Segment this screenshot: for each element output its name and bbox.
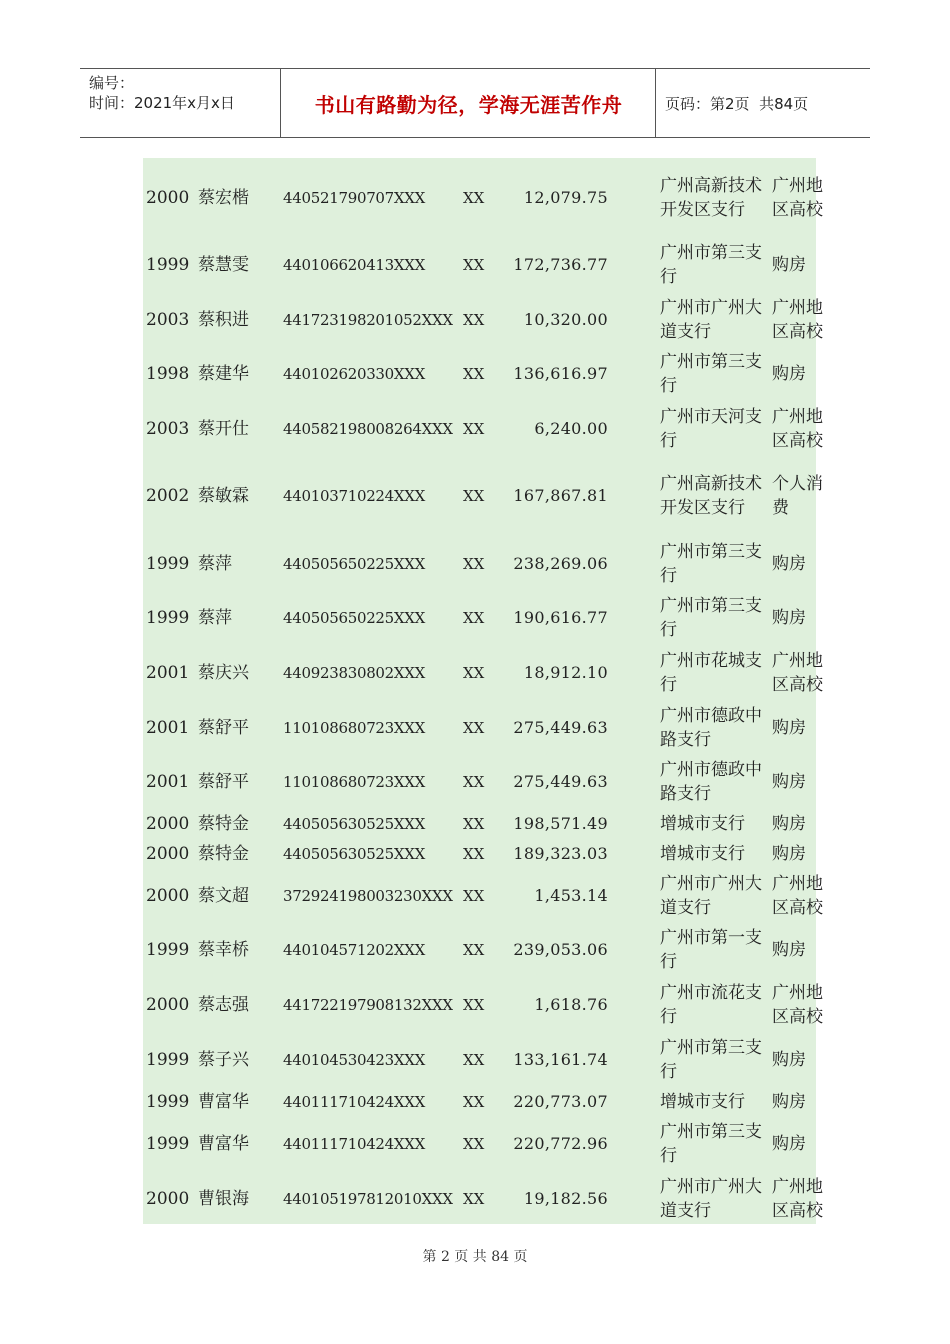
table-row [143,645,835,700]
cell-year: 1999 [146,255,190,275]
cell-id-number: 440104571202XXX [283,941,426,959]
cell-amount: 1,618.76 [534,994,608,1014]
cell-amount: 133,161.74 [513,1049,608,1069]
table-row [143,839,835,868]
cell-amount: 220,772.96 [513,1134,608,1153]
cell-branch: 增城市支行 [660,814,745,834]
table-row [143,292,835,347]
cell-purpose: 购房 [772,843,806,864]
cell-year: 1999 [146,1049,190,1070]
cell-name: 蔡舒平 [198,772,249,792]
cell-amount: 1,453.14 [534,885,608,905]
cell-year: 2000 [146,1189,190,1209]
table-row [143,591,835,645]
cell-xx: XX [463,189,485,207]
cell-branch: 广州市第三支行 [660,596,762,640]
cell-name: 蔡文超 [198,885,249,906]
cell-id-number: 441722197908132XXX [283,995,453,1014]
cell-xx: XX [463,844,485,863]
cell-year: 1999 [146,940,190,960]
cell-branch: 增城市支行 [660,843,745,864]
cell-year: 2000 [146,885,190,906]
cell-amount: 136,616.97 [513,364,608,383]
cell-name: 蔡开仕 [198,418,249,439]
cell-branch: 广州市第三支行 [660,352,762,396]
cell-amount: 198,571.49 [513,814,608,833]
cell-branch: 广州高新技术开发区支行 [660,176,762,220]
cell-purpose: 购房 [772,940,806,960]
cell-xx: XX [463,310,485,329]
cell-name: 蔡敏霖 [198,486,249,506]
cell-xx: XX [463,1135,485,1153]
cell-branch: 广州市第三支行 [660,541,762,586]
cell-branch: 广州市天河支行 [660,406,762,451]
cell-name: 蔡萍 [198,553,232,574]
cell-xx: XX [463,1050,485,1069]
cell-branch: 广州高新技术开发区支行 [660,474,762,518]
cell-year: 1998 [146,364,190,384]
table-row [143,700,835,755]
page-header [80,68,870,138]
cell-year: 1999 [146,1134,190,1154]
cell-purpose: 购房 [772,1049,806,1070]
cell-xx: XX [463,1093,485,1111]
cell-branch: 广州市广州大道支行 [660,873,762,918]
cell-purpose: 购房 [772,1134,806,1154]
cell-branch: 广州市广州大道支行 [660,297,762,342]
cell-purpose: 广州地区高校 [772,982,823,1027]
cell-id-number: 440505650225XXX [283,554,426,573]
cell-id-number: 440582198008264XXX [283,419,453,438]
cell-xx: XX [463,663,485,682]
cell-amount: 189,323.03 [513,843,608,863]
cell-id-number: 440923830802XXX [283,663,426,682]
loan-records-table [143,158,835,1227]
cell-id-number: 440111710424XXX [283,1135,426,1153]
cell-id-number: 441723198201052XXX [283,310,453,329]
cell-name: 蔡特金 [198,843,249,864]
table-row [143,158,835,238]
table-row [143,868,835,923]
cell-id-number: 440106620413XXX [283,256,426,274]
cell-xx: XX [463,554,485,573]
cell-id-number: 110108680723XXX [283,718,426,737]
cell-purpose: 广州地区高校 [772,650,823,695]
cell-id-number: 440505630525XXX [283,815,426,833]
cell-purpose: 购房 [772,255,806,275]
cell-year: 2000 [146,188,190,208]
cell-xx: XX [463,815,485,833]
cell-year: 2001 [146,772,190,792]
cell-purpose: 购房 [772,1092,806,1112]
cell-name: 蔡特金 [198,814,249,834]
cell-xx: XX [463,1190,485,1208]
cell-purpose: 广州地区高校 [772,1177,823,1221]
cell-name: 蔡庆兴 [198,662,249,683]
cell-id-number: 440505650225XXX [283,609,426,627]
header-page-info [656,69,870,137]
cell-xx: XX [463,773,485,791]
cell-purpose: 广州地区高校 [772,873,823,918]
table-row [143,1087,835,1117]
cell-purpose: 购房 [772,772,806,792]
cell-name: 蔡慧雯 [198,255,249,275]
table-row [143,1117,835,1171]
cell-branch: 广州市德政中路支行 [660,705,762,750]
cell-year: 2002 [146,486,190,506]
cell-branch: 广州市第三支行 [660,1122,762,1166]
cell-branch: 广州市第一支行 [660,928,762,972]
table-row [143,1032,835,1087]
cell-amount: 172,736.77 [513,255,608,274]
cell-purpose: 个人消费 [772,474,823,518]
cell-purpose: 购房 [772,814,806,834]
cell-xx: XX [463,419,485,438]
cell-amount: 275,449.63 [513,717,608,737]
cell-amount: 18,912.10 [523,662,608,682]
cell-branch: 广州市第三支行 [660,243,762,287]
cell-xx: XX [463,365,485,383]
cell-name: 蔡建华 [198,364,249,384]
table-row [143,1171,835,1227]
cell-year: 2001 [146,662,190,683]
cell-year: 2003 [146,418,190,439]
page-footer: 第 2 页 共 84 页 [422,1249,528,1265]
table-row [143,347,835,401]
cell-amount: 12,079.75 [523,188,608,207]
cell-amount: 238,269.06 [513,553,608,573]
cell-id-number: 440505630525XXX [283,844,426,863]
table-row [143,809,835,839]
cell-year: 2003 [146,309,190,330]
cell-amount: 6,240.00 [534,418,608,438]
cell-xx: XX [463,718,485,737]
cell-amount: 190,616.77 [513,608,608,627]
cell-name: 曹银海 [198,1189,249,1209]
cell-purpose: 购房 [772,553,806,574]
cell-xx: XX [463,609,485,627]
cell-id-number: 440102620330XXX [283,365,426,383]
cell-year: 1999 [146,608,190,628]
page-info-text: 页码：第2页 共84页 [665,94,809,113]
cell-id-number: 440103710224XXX [283,487,426,505]
cell-year: 1999 [146,553,190,574]
table-body [143,158,835,1227]
cell-purpose: 购房 [772,364,806,384]
cell-branch: 广州市德政中路支行 [660,760,762,804]
cell-id-number: 110108680723XXX [283,773,426,791]
cell-purpose: 购房 [772,717,806,738]
cell-purpose: 购房 [772,608,806,628]
document-time-label: 时间：2021年x月x日 [89,94,235,112]
header-motto: 书山有路勤为径，学海无涯苦作舟 [282,69,656,137]
cell-name: 蔡积进 [198,309,249,330]
cell-branch: 广州市广州大道支行 [660,1177,762,1221]
cell-amount: 10,320.00 [523,309,608,329]
cell-name: 蔡宏楷 [198,188,249,208]
table-row [143,923,835,977]
cell-amount: 19,182.56 [523,1189,608,1208]
cell-branch: 增城市支行 [660,1092,745,1112]
cell-year: 2000 [146,843,190,864]
table-row [143,536,835,591]
cell-id-number: 440105197812010XXX [283,1190,453,1208]
cell-id-number: 440104530423XXX [283,1050,426,1069]
table-row [143,456,835,536]
document-number-label: 编号： [89,74,135,92]
cell-name: 蔡子兴 [198,1049,249,1070]
cell-name: 曹富华 [198,1134,249,1154]
cell-id-number: 440521790707XXX [283,189,426,207]
cell-amount: 239,053.06 [513,940,608,959]
cell-name: 蔡志强 [198,994,249,1015]
cell-id-number: 372924198003230XXX [283,886,453,905]
table-row [143,977,835,1032]
cell-xx: XX [463,995,485,1014]
cell-xx: XX [463,487,485,505]
cell-amount: 220,773.07 [513,1092,608,1111]
cell-year: 1999 [146,1092,190,1112]
cell-id-number: 440111710424XXX [283,1093,426,1111]
cell-year: 2001 [146,717,190,738]
cell-amount: 275,449.63 [513,772,608,791]
cell-name: 蔡幸桥 [198,940,249,960]
cell-purpose: 广州地区高校 [772,176,823,220]
header-meta [80,69,281,137]
cell-xx: XX [463,886,485,905]
cell-year: 2000 [146,994,190,1015]
cell-name: 蔡舒平 [198,717,249,738]
cell-branch: 广州市流花支行 [660,982,762,1027]
cell-xx: XX [463,256,485,274]
cell-name: 曹富华 [198,1092,249,1112]
cell-purpose: 广州地区高校 [772,297,823,342]
cell-amount: 167,867.81 [513,486,608,505]
table-row [143,238,835,292]
cell-purpose: 广州地区高校 [772,406,823,451]
table-row [143,401,835,456]
table-row [143,755,835,809]
cell-year: 2000 [146,814,190,834]
cell-name: 蔡萍 [198,608,232,628]
cell-xx: XX [463,941,485,959]
cell-branch: 广州市第三支行 [660,1037,762,1082]
cell-branch: 广州市花城支行 [660,650,762,695]
